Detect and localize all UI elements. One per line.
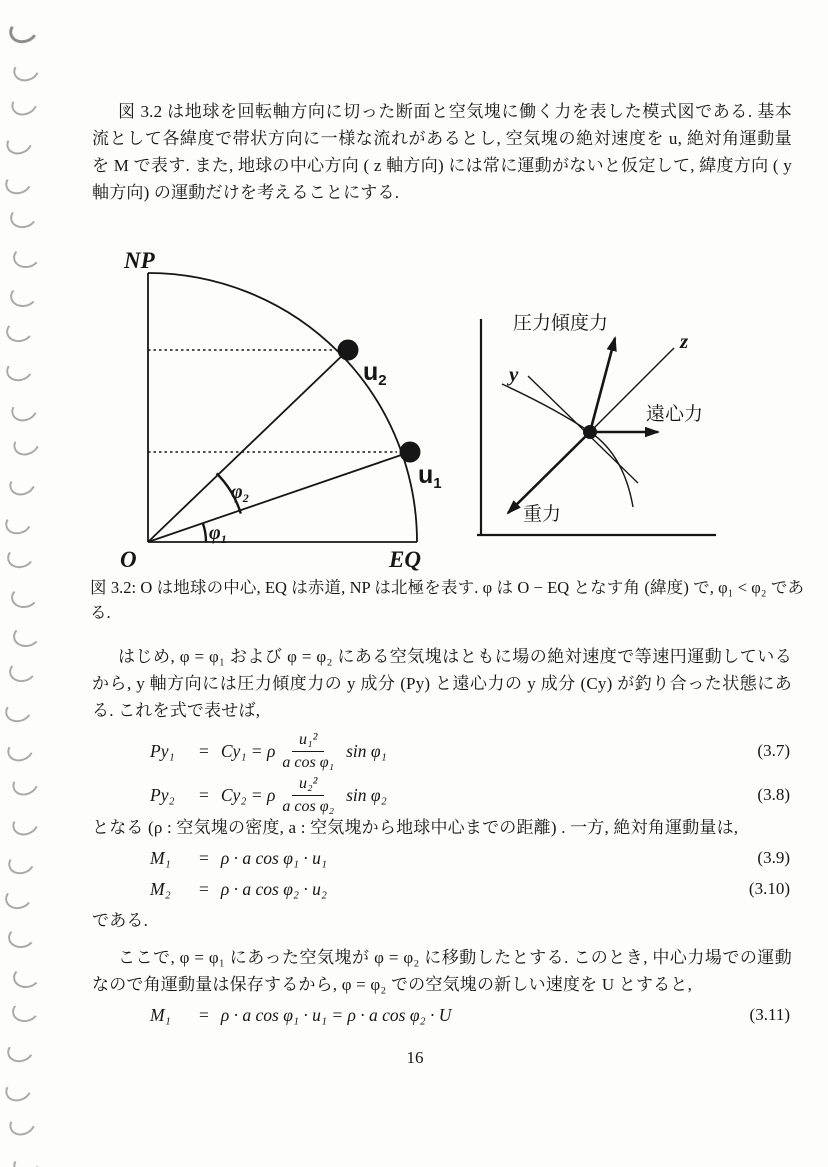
eq38-numerator: u₂²	[292, 774, 324, 795]
eq37-rhs-head: Cy₁ = ρ	[220, 740, 276, 761]
eq37-fraction	[282, 730, 334, 771]
binding-hole	[2, 1075, 35, 1106]
page-number: 16	[406, 1048, 424, 1067]
binding-hole	[8, 204, 39, 231]
y-label: y	[509, 362, 519, 386]
eq310-lhs: M₂	[150, 878, 171, 899]
eq311-rhs: ρ · a cos φ₁ · u₁ = ρ · a cos φ₂ · U	[220, 1004, 452, 1025]
eq310-equals: =	[199, 878, 209, 899]
centrifugal-label: 遠心力	[646, 404, 704, 425]
paragraph-balance: はじめ, φ = φ₁ および φ = φ₂ にある空気塊はともに場の絶対速度で等速円運動しているから, y 軸方向には圧力傾度力の y 成分 (Py) と遠心力の y 成分 (Cy) が釣り合った状態にある. これを式で表せば,	[92, 647, 792, 720]
phi2-label: $\varphi_2$	[231, 481, 249, 505]
np-label: NP	[124, 248, 155, 273]
binding-hole	[8, 394, 41, 424]
gravity-arrow	[508, 432, 590, 513]
binding-hole	[4, 735, 37, 766]
binding-hole	[3, 168, 36, 198]
eq38-lhs: Py₂	[150, 784, 175, 805]
air-parcel-u1-dot	[400, 442, 421, 463]
eq310-rhs: ρ · a cos φ₂ · u₂	[220, 878, 327, 899]
gravity-label: 重力	[523, 504, 562, 525]
eq39-number: (3.9)	[757, 848, 790, 867]
binding-hole	[11, 624, 41, 649]
binding-hole	[6, 15, 40, 46]
binding-hole	[2, 508, 35, 538]
equation-3-10	[150, 876, 790, 902]
binding-hole	[6, 468, 40, 499]
pressure-gradient-arrow	[590, 338, 615, 432]
air-parcel-dot	[583, 425, 597, 439]
eq37-numerator: u₁²	[292, 730, 324, 751]
equation-3-7	[150, 728, 790, 774]
binding-hole	[5, 848, 38, 878]
binding-strip	[0, 0, 60, 1167]
eq310-number: (3.10)	[748, 879, 790, 898]
binding-hole	[10, 584, 40, 610]
equation-3-11	[150, 1002, 790, 1028]
eq-label: EQ	[389, 547, 421, 572]
binding-hole	[11, 964, 41, 989]
eq39-equals: =	[199, 847, 209, 868]
binding-hole	[10, 1149, 44, 1167]
paragraph-displacement: ここで, φ = φ₁ にあった空気塊が φ = φ₂ に移動したとする. このとき, 中心力場での運動なので角運動量は保存するから, φ = φ₂ での空気塊の新しい速度を U とすると,	[92, 948, 792, 994]
paragraph-intro: 図 3.2 は地球を回転軸方向に切った断面と空気塊に働く力を表した模式図である. 基本流として各緯度で帯状方向に一様な流れがあるとし, 空気塊の絶対速度を u, 絶対角運動量を M で表す. また, 地球の中心方向 ( z 軸方向) には常に運動がないと仮定して, 緯度方向 ( y 軸方向) の運動だけを考えることにする.	[92, 102, 792, 202]
earth-surface-curve	[502, 384, 633, 507]
radius-u2-line	[148, 350, 348, 542]
figure-caption: 図 3.2: O は地球の中心, EQ は赤道, NP は北極を表す. φ は O − EQ となす角 (緯度) で, φ₁ < φ₂ である.	[90, 578, 804, 622]
binding-hole	[3, 128, 37, 159]
eq38-fraction	[282, 774, 334, 815]
equation-3-9	[150, 845, 790, 871]
phi1-label: $\varphi_1$	[209, 522, 227, 546]
eq311-number: (3.11)	[749, 1005, 790, 1024]
binding-hole	[10, 998, 41, 1025]
y-axis-line	[528, 376, 638, 483]
binding-hole	[4, 544, 35, 571]
eq38-number: (3.8)	[757, 785, 790, 804]
eq39-lhs: M₁	[150, 847, 171, 868]
eq37-denominator: a cos φ₁	[282, 753, 335, 771]
binding-hole	[4, 317, 35, 343]
paragraph-dearu: である.	[92, 911, 149, 930]
figure-force-diagram	[460, 280, 790, 570]
binding-hole	[3, 696, 35, 725]
binding-hole	[4, 1037, 36, 1066]
binding-hole	[9, 768, 43, 799]
pressure-gradient-label: 圧力傾度力	[513, 313, 609, 334]
radius-u1-line	[148, 452, 410, 542]
u2-label: $u_2$	[363, 358, 387, 389]
binding-hole	[6, 1109, 40, 1140]
eq38-rhs-head: Cy₂ = ρ	[220, 784, 276, 805]
binding-hole	[9, 809, 43, 840]
binding-hole	[10, 54, 43, 84]
equation-3-8	[150, 772, 790, 818]
figure-earth-cross-section	[100, 240, 460, 580]
binding-hole	[3, 884, 34, 911]
eq37-number: (3.7)	[757, 741, 790, 760]
u1-label: $u_1$	[418, 461, 442, 492]
eq38-tail: sin φ₂	[346, 784, 387, 805]
o-label: O	[120, 547, 137, 572]
earth-surface-arc	[148, 273, 417, 542]
eq311-lhs: M₁	[150, 1004, 171, 1025]
binding-hole	[12, 244, 42, 270]
eq37-lhs: Py₁	[150, 740, 175, 761]
eq38-equals: =	[199, 784, 209, 805]
z-label: z	[680, 329, 689, 353]
eq37-equals: =	[199, 740, 209, 761]
phi1-angle-arc	[203, 524, 206, 542]
binding-hole	[7, 658, 38, 685]
eq311-equals: =	[199, 1004, 209, 1025]
paragraph-after-eq38: となる (ρ : 空気塊の密度, a : 空気塊から地球中心までの距離) . 一方, 絶対角運動量は,	[92, 818, 739, 837]
eq37-tail: sin φ₁	[346, 740, 387, 761]
air-parcel-u2-dot	[338, 340, 359, 361]
binding-hole	[10, 428, 44, 459]
binding-hole	[3, 356, 35, 385]
binding-hole	[9, 284, 39, 309]
eq38-denominator: a cos φ₂	[282, 797, 335, 815]
binding-hole	[8, 88, 42, 119]
eq39-rhs: ρ · a cos φ₁ · u₁	[220, 847, 327, 868]
binding-hole	[7, 925, 37, 951]
